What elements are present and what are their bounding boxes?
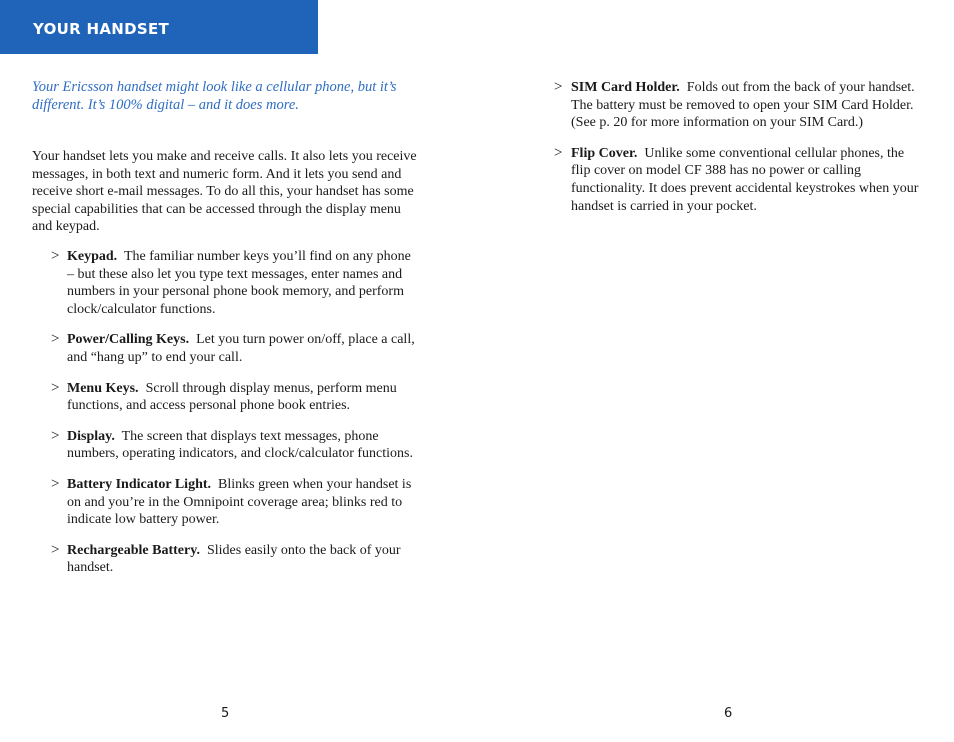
bullet-marker: > (51, 475, 60, 492)
feature-term: Flip Cover. (571, 145, 638, 161)
bullet-marker: > (554, 79, 563, 95)
feature-description: Unlike some conventional cellular phones, the flip cover on model CF 388 has no power or calling functionality. It does prevent accidental keystrokes when your handset is carried in your pocket. (571, 145, 919, 214)
feature-item-power-calling-keys (32, 331, 418, 366)
feature-term: Rechargeable Battery. (67, 542, 200, 558)
feature-item-rechargeable-battery (32, 542, 418, 577)
feature-list-left (32, 248, 418, 577)
feature-item-sim-card-holder (554, 79, 924, 132)
feature-term: Keypad. (67, 248, 118, 264)
feature-term: Power/Calling Keys. (67, 332, 190, 348)
page-title: YOUR HANDSET (33, 20, 170, 38)
feature-description: Blinks green when your handset is on and you’re in the Omnipoint coverage area; blinks red to indicate low battery power. (67, 476, 412, 528)
bullet-marker: > (554, 144, 563, 161)
header-band (0, 0, 318, 54)
bullet-marker: > (51, 331, 60, 348)
feature-description: Slides easily onto the back of your handset. (67, 542, 401, 576)
bullet-marker: > (51, 379, 60, 396)
feature-description: Scroll through display menus, perform menu functions, and access personal phone book entries. (67, 380, 397, 414)
feature-term: Display. (67, 428, 115, 444)
feature-item-menu-keys (32, 380, 418, 415)
feature-item-keypad (32, 248, 418, 318)
body-paragraph: Your handset lets you make and receive calls. It also lets you receive messages, in both text and numeric form. And it lets you send and receive short e-mail messages. To do all this, your handset has some special capabilities that can be accessed through the display menu and keypad. (32, 149, 417, 235)
left-column (32, 79, 418, 590)
feature-description: The familiar number keys you’ll find on any phone – but these also let you type text messages, enter names and numbers in your personal phone book memory, and perform clock/calculator functions. (67, 248, 411, 317)
feature-item-flip-cover (554, 145, 924, 215)
feature-description: Folds out from the back of your handset. The battery must be removed to open your SIM Card Holder. (See p. 20 for more information on your SIM Card.) (571, 80, 915, 131)
right-column (554, 79, 924, 228)
page-number-right: 6 (724, 706, 733, 721)
feature-term: SIM Card Holder. (571, 80, 680, 95)
feature-item-display (32, 428, 418, 463)
page-number-left: 5 (221, 706, 230, 721)
bullet-marker: > (51, 427, 60, 444)
feature-term: Battery Indicator Light. (67, 476, 212, 492)
feature-item-battery-indicator-light (32, 476, 418, 529)
bullet-marker: > (51, 247, 60, 264)
intro-text: Your Ericsson handset might look like a cellular phone, but it’s different. It’s 100% digital – and it does more. (32, 79, 397, 113)
feature-term: Menu Keys. (67, 380, 139, 396)
bullet-marker: > (51, 541, 60, 558)
feature-list-right (554, 79, 924, 215)
feature-description: Let you turn power on/off, place a call, and “hang up” to end your call. (67, 332, 415, 365)
feature-description: The screen that displays text messages, phone numbers, operating indicators, and clock/calculator functions. (67, 428, 414, 462)
